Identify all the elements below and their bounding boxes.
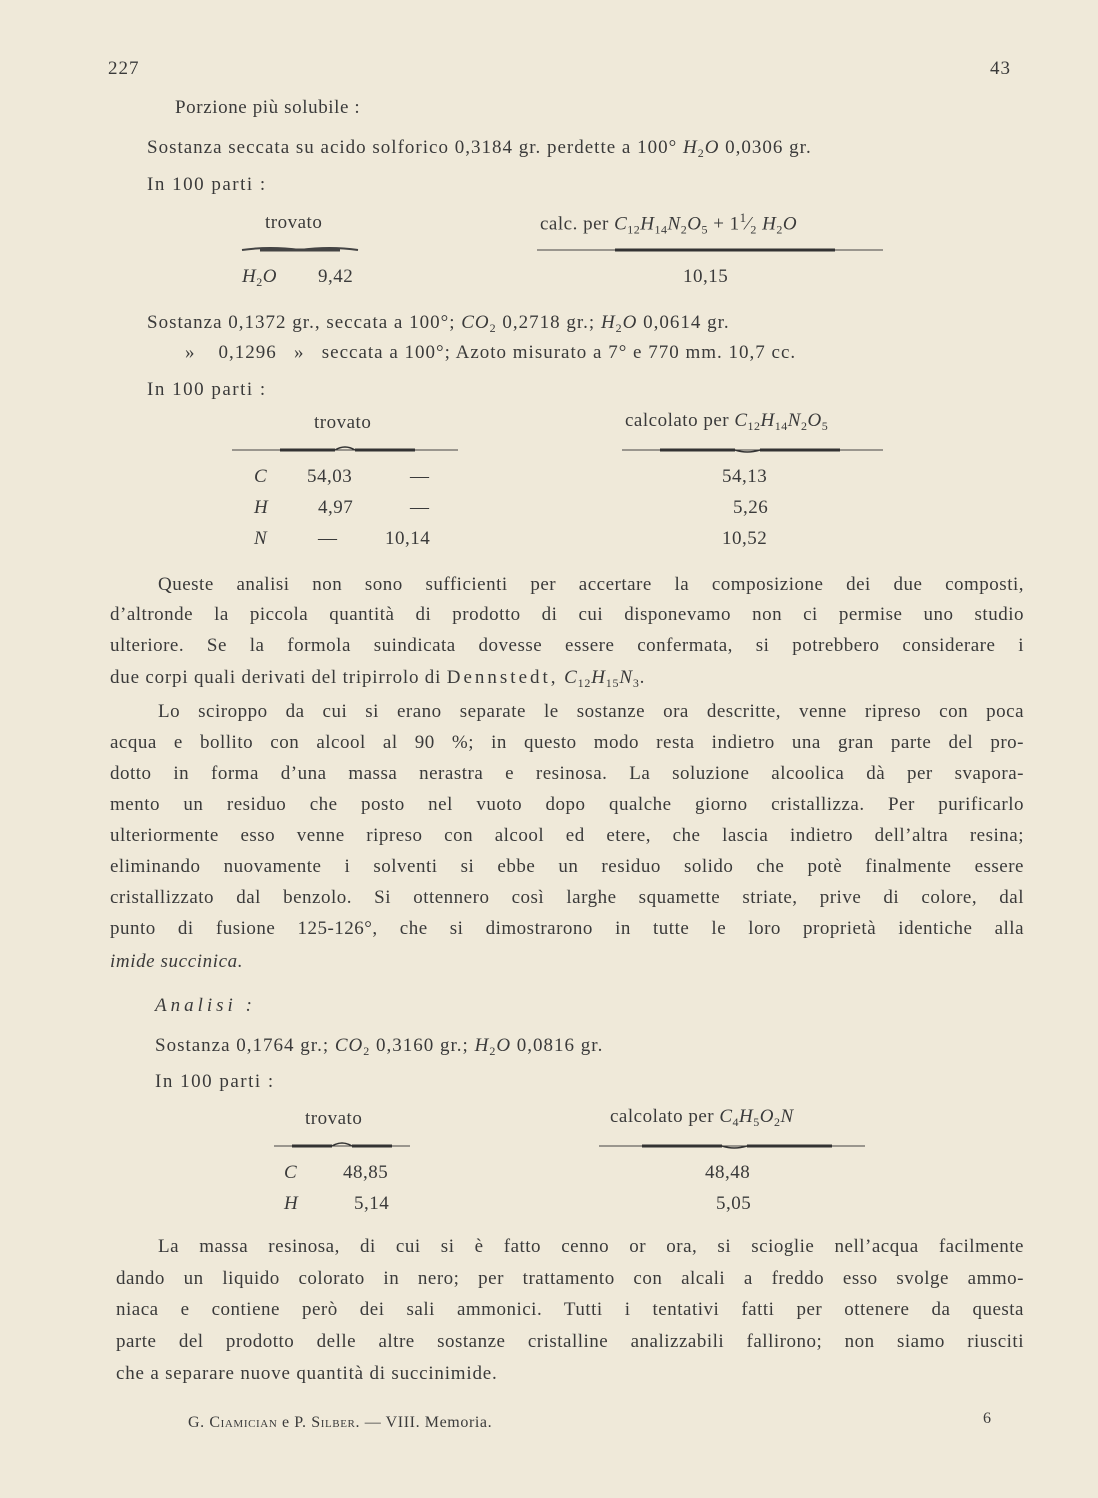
footer-citation: G. Ciamician e P. Silber. — VIII. Memoria. (188, 1414, 493, 1431)
row-found: 5,14 (354, 1193, 390, 1214)
row-element: N (254, 528, 268, 549)
row-element: H (284, 1193, 299, 1214)
measurement-line: Sostanza 0,1764 gr.; $CO_2$ 0,3160 gr.; $H_2O$ 0,0816 gr. (155, 1035, 604, 1058)
col-header-calc: calc. per $C_{12}H_{14}N_2O_5$ + $1^1⁄_2$ $H_2O$ (540, 210, 798, 237)
row-calc: 5,26 (733, 497, 769, 518)
section-heading: Porzione più solubile : (175, 97, 361, 118)
row-found-1: — (318, 528, 338, 549)
table-rule-decoration (272, 1140, 412, 1150)
col-header-found: trovato (305, 1108, 363, 1129)
paragraph-line: parte del prodotto delle altre sostanze cristalline analizzabili fallirono; non siamo riusciti (116, 1331, 1024, 1352)
col-header-calc: calcolato per $C_4H_5O_2N$ (610, 1106, 794, 1129)
paragraph-line: imide succinica. (110, 951, 244, 972)
paragraph-line: punto di fusione 125-126°, che si dimostrarono in tutte le loro proprietà identiche alla (110, 918, 1024, 939)
paragraph-line: mento un residuo che posto nel vuoto dopo qualche giorno cristallizza. Per purificarlo (110, 794, 1024, 815)
col-header-calc: calcolato per $C_{12}H_{14}N_2O_5$ (625, 410, 829, 433)
row-found-2: — (410, 466, 430, 487)
row-water-label: $H_2O$ (242, 266, 277, 289)
row-calc: 10,52 (722, 528, 768, 549)
paragraph-line: acqua e bollito con alcool al 90 %; in questo modo resta indietro una gran parte del pro- (110, 732, 1024, 753)
paragraph-line: dando un liquido colorato in nero; per trattamento con alcali a freddo esso svolge ammo- (116, 1268, 1024, 1289)
row-found-1: 4,97 (318, 497, 354, 518)
row-element: H (254, 497, 269, 518)
table-rule-decoration (535, 244, 885, 254)
paragraph-line: cristallizzato dal benzolo. Si ottennero così larghe squamette striate, prive di colore, dal (110, 887, 1024, 908)
row-calc: 54,13 (722, 466, 768, 487)
measurement-line: Sostanza seccata su acido solforico 0,3184 gr. perdette a 100° $H_2O$ 0,0306 gr. (147, 137, 812, 160)
paragraph-line: Lo sciroppo da cui si erano separate le sostanze ora descritte, venne ripreso con poca (158, 701, 1024, 722)
row-water-calc: 10,15 (683, 266, 729, 287)
page-number-left: 227 (108, 58, 140, 79)
in-100-parts: In 100 parti : (155, 1071, 275, 1092)
table-rule-decoration (620, 444, 885, 454)
paragraph-line: d’altronde la piccola quantità di prodotto di cui disponevamo non ci permise uno studio (110, 604, 1024, 625)
row-found-2: 10,14 (385, 528, 431, 549)
section-heading: Analisi : (155, 995, 256, 1016)
table-rule-decoration (240, 244, 360, 254)
col-header-found: trovato (314, 412, 372, 433)
measurement-line: » 0,1296 » seccata a 100°; Azoto misurato a 7° e 770 mm. 10,7 cc. (185, 342, 797, 363)
row-found-1: 54,03 (307, 466, 353, 487)
row-found: 48,85 (343, 1162, 389, 1183)
in-100-parts: In 100 parti : (147, 174, 267, 195)
paragraph-line: Queste analisi non sono sufficienti per accertare la composizione dei due composti, (158, 574, 1024, 595)
row-element: C (254, 466, 268, 487)
table-rule-decoration (597, 1140, 867, 1150)
measurement-line: Sostanza 0,1372 gr., seccata a 100°; $CO_2$ 0,2718 gr.; $H_2O$ 0,0614 gr. (147, 312, 730, 335)
row-calc: 5,05 (716, 1193, 752, 1214)
paragraph-line: dotto in forma d’una massa nerastra e resinosa. La soluzione alcoolica dà per svapora- (110, 763, 1024, 784)
page-number-right: 43 (990, 58, 1011, 79)
row-calc: 48,48 (705, 1162, 751, 1183)
table-rule-decoration (230, 444, 460, 454)
in-100-parts: In 100 parti : (147, 379, 267, 400)
paragraph-line: ulteriormente esso venne ripreso con alcool ed etere, che lascia indietro dell’altra resina; (110, 825, 1024, 846)
signature-mark: 6 (983, 1410, 992, 1427)
paragraph-line: La massa resinosa, di cui si è fatto cenno or ora, si scioglie nell’acqua facilmente (158, 1236, 1024, 1257)
paragraph-line: due corpi quali derivati del tripirrolo di Dennstedt, $C_{12}H_{15}N_3$. (110, 667, 646, 690)
paragraph-line: ulteriore. Se la formola suindicata dovesse essere confermata, si potrebbero considerare i (110, 635, 1024, 656)
paragraph-line: eliminando nuovamente i solventi si ebbe un residuo solido che potè finalmente essere (110, 856, 1024, 877)
row-found-2: — (410, 497, 430, 518)
paragraph-line: che a separare nuove quantità di succinimide. (116, 1363, 498, 1384)
paragraph-line: niaca e contiene però dei sali ammonici. Tutti i tentativi fatti per ottenere da questa (116, 1299, 1024, 1320)
row-element: C (284, 1162, 298, 1183)
col-header-found: trovato (265, 212, 323, 233)
row-water-found: 9,42 (318, 266, 354, 287)
